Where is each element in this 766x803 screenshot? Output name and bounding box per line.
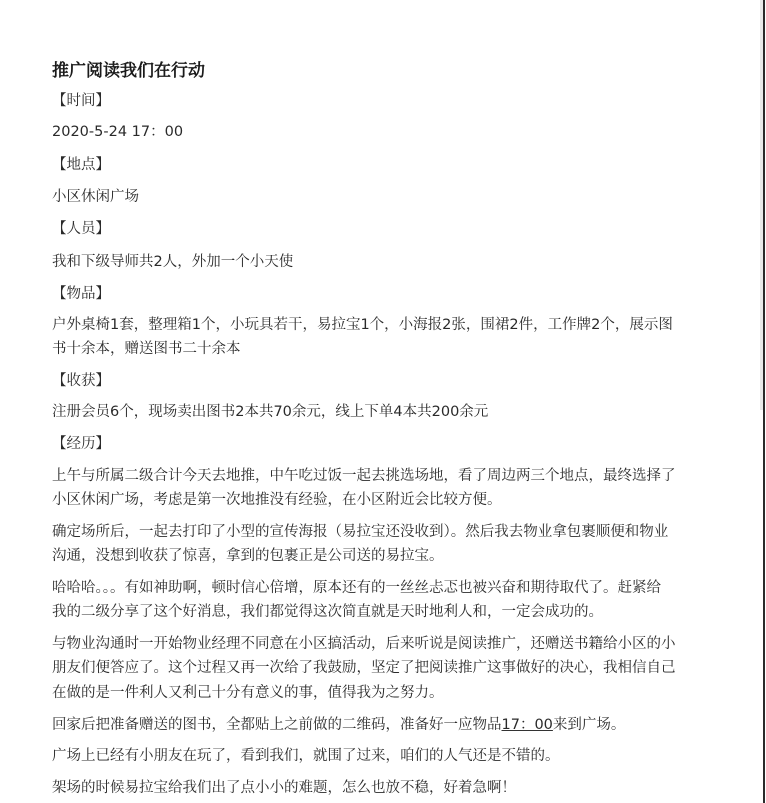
article-title: 推广阅读我们在行动 <box>52 61 205 81</box>
section-body-gains: 注册会员6个，现场卖出图书2本共70余元，线上下单4本共200余元 <box>52 404 489 420</box>
section-body-place: 小区休闲广场 <box>52 189 139 205</box>
paragraph-4-line1: 与物业沟通时一开始物业经理不同意在小区搞活动，后来听说是阅读推广，还赠送书籍给小区的小 <box>52 636 676 652</box>
section-heading-experience: 【经历】 <box>52 436 110 452</box>
paragraph-7: 架场的时候易拉宝给我们出了点小小的难题，怎么也放不稳，好着急啊！ <box>52 780 516 796</box>
paragraph-4-line3: 在做的是一件利人又利己十分有意义的事，值得我为之努力。 <box>52 685 444 701</box>
section-heading-gains: 【收获】 <box>52 373 110 389</box>
section-heading-people: 【人员】 <box>52 221 110 237</box>
paragraph-3-line2: 我的二级分享了这个好消息，我们都觉得这次简直就是天时地利人和，一定会成功的。 <box>52 604 603 620</box>
paragraph-1-line2: 小区休闲广场，考虑是第一次地推没有经验，在小区附近会比较方便。 <box>52 492 502 508</box>
section-heading-place: 【地点】 <box>52 157 110 173</box>
paragraph-5 <box>52 714 625 736</box>
paragraph-1-line1: 上午与所属二级合计今天去地推，中午吃过饭一起去挑选场地，看了周边两三个地点，最终选择了 <box>52 468 676 484</box>
paragraph-6: 广场上已经有小朋友在玩了，看到我们，就围了过来，咱们的人气还是不错的。 <box>52 748 560 764</box>
window-right-edge <box>763 0 765 803</box>
section-body-items-line2: 书十余本，赠送图书二十余本 <box>52 341 241 357</box>
paragraph-5-before: 回家后把准备赠送的图书，全都贴上之前做的二维码，准备好一应物品 <box>52 717 502 733</box>
section-heading-items: 【物品】 <box>52 286 110 302</box>
section-body-people: 我和下级导师共2人，外加一个小天使 <box>52 254 294 270</box>
paragraph-2-line2: 沟通，没想到收获了惊喜，拿到的包裹正是公司送的易拉宝。 <box>52 548 444 564</box>
paragraph-5-time-link: 17：00 <box>501 717 553 733</box>
section-body-time: 2020-5-24 17：00 <box>52 124 184 140</box>
section-heading-time: 【时间】 <box>52 93 110 109</box>
paragraph-4-line2: 朋友们便答应了。这个过程又再一次给了我鼓励，坚定了把阅读推广这事做好的决心，我相信自己 <box>52 660 676 676</box>
paragraph-3-line1: 哈哈哈。。。有如神助啊，顿时信心倍增，原本还有的一丝丝忐忑也被兴奋和期待取代了。赶紧给 <box>52 580 661 596</box>
paragraph-2-line1: 确定场所后，一起去打印了小型的宣传海报（易拉宝还没收到）。然后我去物业拿包裹顺便和物业 <box>52 524 669 540</box>
paragraph-5-after: 来到广场。 <box>552 717 626 733</box>
section-body-items-line1: 户外桌椅1套，整理箱1个，小玩具若干，易拉宝1个，小海报2张，围裙2件，工作牌2个，展示图 <box>52 317 673 333</box>
